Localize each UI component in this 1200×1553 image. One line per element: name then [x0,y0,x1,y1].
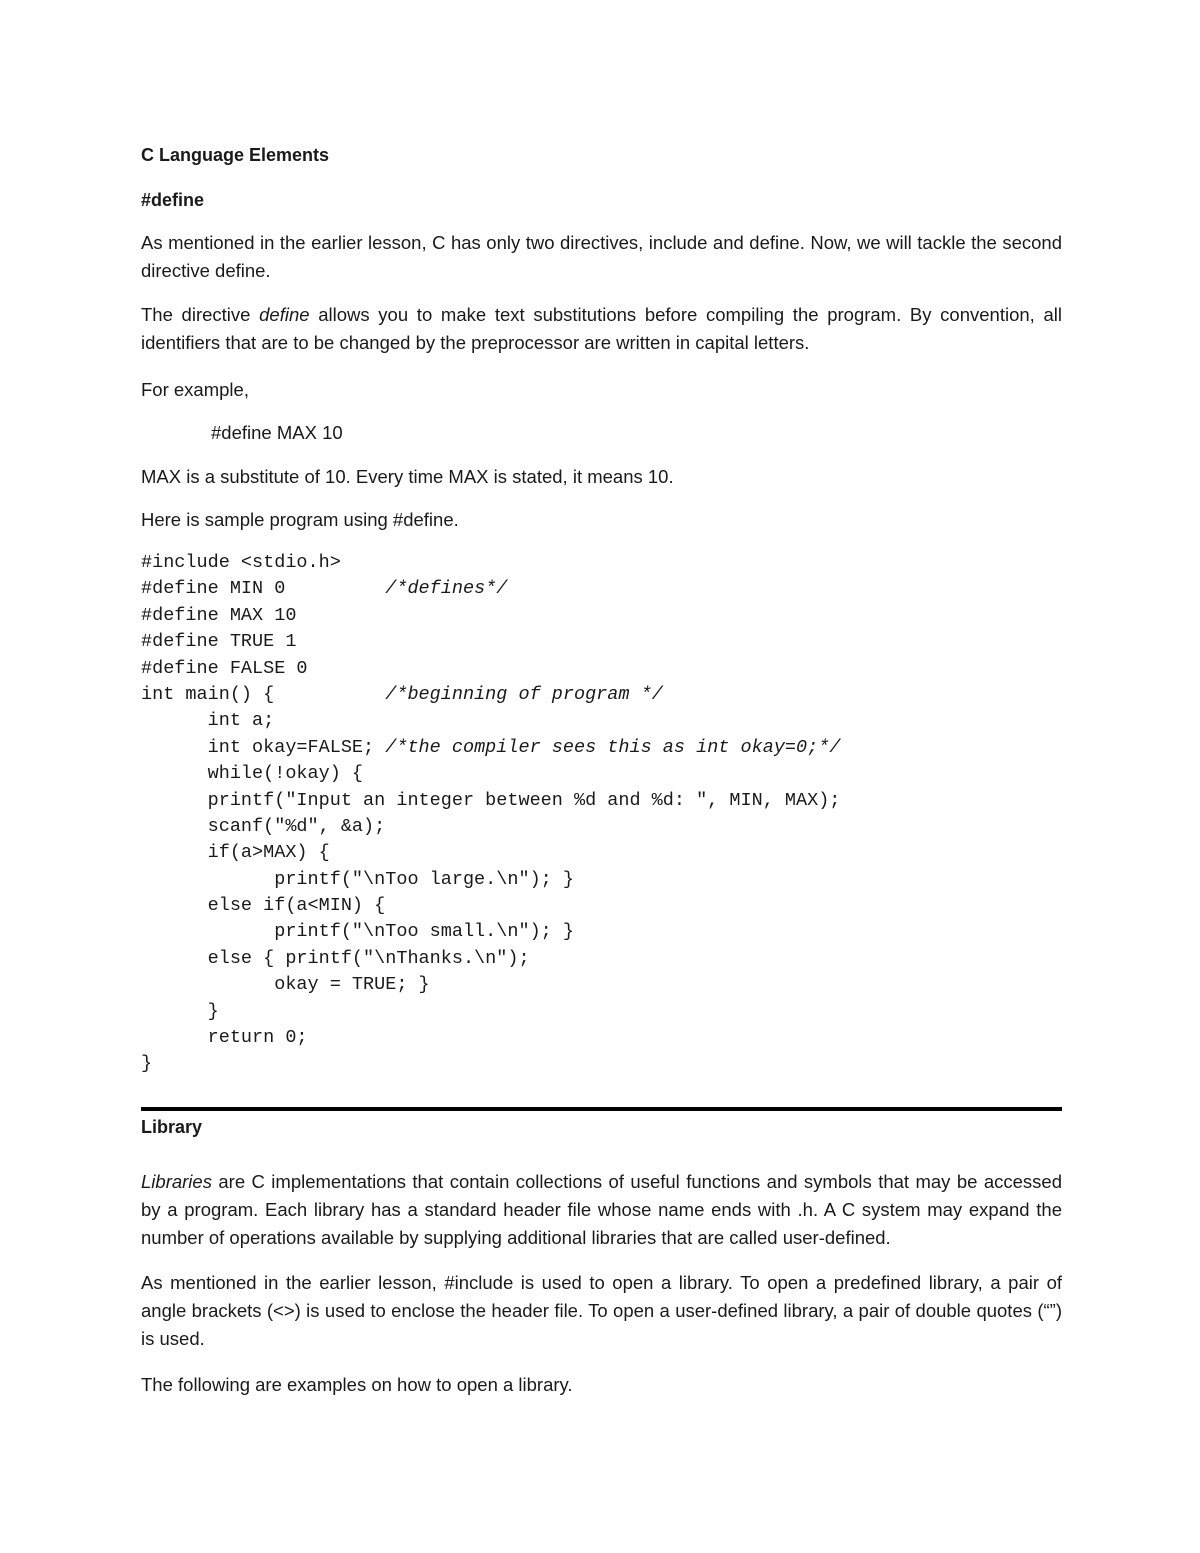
code-text: #define FALSE 0 [141,657,308,679]
directive-term: define [259,304,310,325]
code-text: okay = TRUE; } [141,974,430,996]
directive-prefix: The directive [141,304,260,325]
library-heading: Library [141,1117,203,1137]
code-comment: /*beginning of program */ [385,683,663,705]
libraries-term: Libraries [141,1171,212,1192]
document-title: C Language Elements [141,145,330,165]
code-text: #define MAX 10 [141,604,297,626]
code-line [141,629,840,655]
code-text: #include <stdio.h> [141,552,341,573]
code-line [141,656,840,682]
code-text: #define TRUE 1 [141,631,297,653]
directive-rest: allows you to make text substitutions before compiling the program. By convention, all identifiers that are to be changed by the preprocessor are written in capital letters. [141,304,1062,353]
code-text: printf("\nToo large.\n"); } [141,868,574,890]
code-text: if(a>MAX) { [141,842,330,864]
code-line [141,761,840,787]
code-line [141,999,840,1025]
library-paragraph-2: As mentioned in the earlier lesson, #include is used to open a library. To open a predefined library, a pair of angle brackets (<>) is used to enclose the header file. To open a user-defined library, a pair of double quotes (“”) is used. [141,1272,1062,1349]
for-example-text: For example, [141,379,249,400]
example-define-line: #define MAX 10 [211,422,343,443]
code-line [141,840,840,866]
code-line [141,708,840,734]
code-text: } [141,1000,219,1022]
code-line [141,946,840,972]
code-line [141,1025,840,1051]
code-line [141,893,840,919]
define-heading: #define [141,190,205,210]
code-text: return 0; [141,1027,308,1049]
library-paragraph-1 [141,1168,1062,1252]
code-text: else if(a<MIN) { [141,895,386,917]
code-text: while(!okay) { [141,763,364,785]
library-paragraph-1-rest: are C implementations that contain collections of useful functions and symbols that may be accessed by a program. Each library has a standard header file whose name ends with .h. A C system may expand the number of operations available by supplying additional libraries that are called user-defined. [141,1171,1062,1248]
code-text: scanf("%d", &a); [141,815,386,837]
code-line [141,550,840,576]
define-directive-paragraph [141,301,1062,357]
code-text: printf("\nToo small.\n"); } [141,921,574,943]
define-intro-paragraph: As mentioned in the earlier lesson, C has only two directives, include and define. Now, we will tackle the second directive define. [141,232,1062,281]
library-paragraph-3: The following are examples on how to open a library. [141,1374,573,1395]
code-line [141,682,840,708]
code-text: else { printf("\nThanks.\n"); [141,947,530,969]
code-line [141,576,840,602]
code-line [141,919,840,945]
section-divider [141,1107,1062,1111]
sample-program-intro: Here is sample program using #define. [141,509,459,530]
code-text: int okay=FALSE; [141,736,386,758]
code-line [141,735,840,761]
code-line [141,788,840,814]
code-line [141,867,840,893]
code-text: } [141,1053,153,1075]
code-text: printf("Input an integer between %d and %d: ", MIN, MAX); [141,789,841,811]
code-text: int main() { [141,683,386,705]
code-comment: /*defines*/ [385,578,508,600]
code-block [141,550,840,1078]
example-explanation: MAX is a substitute of 10. Every time MAX is stated, it means 10. [141,466,674,487]
code-line [141,1051,840,1077]
code-text: int a; [141,710,275,732]
code-text: #define MIN 0 [141,578,386,600]
code-line [141,814,840,840]
code-line [141,603,840,629]
code-line [141,972,840,998]
code-comment: /*the compiler sees this as int okay=0;*/ [385,736,841,758]
document-page [141,0,1062,1553]
